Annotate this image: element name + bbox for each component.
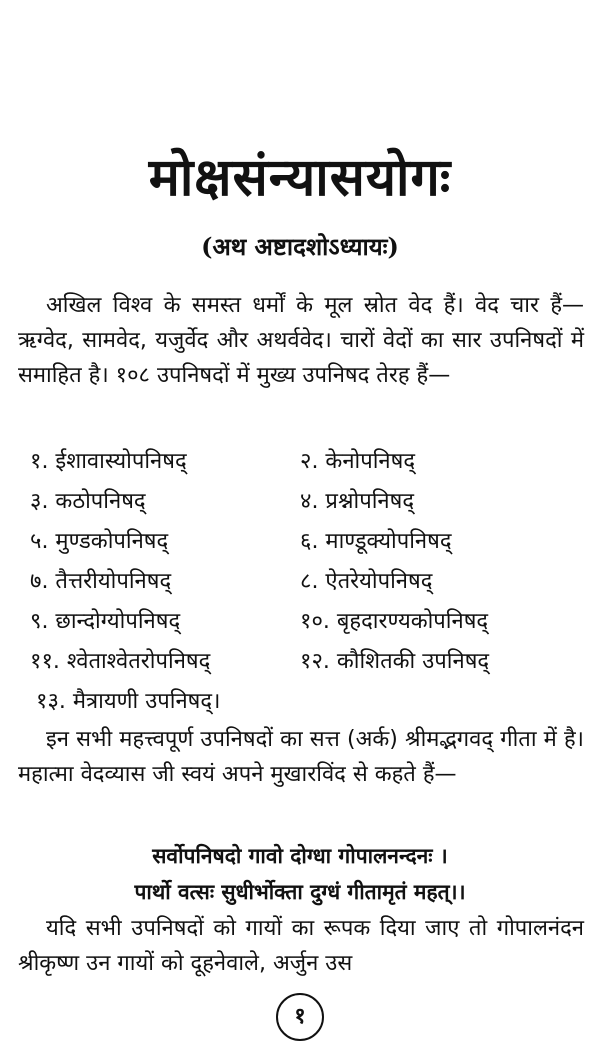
list-row [30, 562, 590, 602]
list-item: ९. छान्दोग्योपनिषद् [30, 609, 181, 634]
chapter-subtitle: (अथ अष्टादशोऽध्यायः) [201, 232, 399, 261]
list-item: ७. तैत्तरीयोपनिषद् [30, 569, 172, 594]
metaphor-paragraph: यदि सभी उपनिषदों को गायों का रूपक दिया जाए तो गोपालनंदन श्रीकृष्ण उन गायों को दूहनेवाले, अर्जुन उस [18, 916, 584, 976]
list-item: ८. ऐतरेयोपनिषद् [300, 569, 433, 594]
list-item: १२. कौशितकी उपनिषद् [300, 649, 490, 674]
list-row [30, 522, 590, 562]
verse-line: पार्थो वत्सः सुधीर्भोक्ता दुग्धं गीतामृतं महत्।। [134, 879, 466, 904]
upanishad-list [30, 442, 590, 722]
list-item: ६. माण्डूक्योपनिषद् [300, 529, 452, 554]
sanskrit-verse [0, 838, 600, 910]
list-item: ५. मुण्डकोपनिषद् [30, 529, 169, 554]
list-row [30, 482, 590, 522]
list-row [30, 682, 590, 722]
verse-line: सर्वोपनिषदो गावो दोग्धा गोपालनन्दनः । [152, 843, 448, 868]
list-row [30, 642, 590, 682]
list-item: ४. प्रश्नोपनिषद् [300, 489, 414, 514]
list-item: १०. बृहदारण्यकोपनिषद् [300, 609, 489, 634]
gita-paragraph: इन सभी महत्त्वपूर्ण उपनिषदों का सत्त (अर्क) श्रीमद्भगवद् गीता में है। महात्मा वेदव्यास जी स्वयं अपने मुखारविंद से कहते हैं— [18, 727, 584, 787]
list-item: ११. श्वेताश्वेतरोपनिषद् [30, 649, 211, 674]
list-item: १. ईशावास्योपनिषद् [30, 449, 187, 474]
list-row [30, 602, 590, 642]
list-item: २. केनोपनिषद् [300, 449, 416, 474]
page-number: १ [276, 993, 324, 1041]
intro-paragraph: अखिल विश्व के समस्त धर्मों के मूल स्रोत वेद हैं। वेद चार हैं—ऋग्वेद, सामवेद, यजुर्वेद और अथर्ववेद। चारों वेदों का सार उपनिषदों में समाहित है। १०८ उपनिषदों में मुख्य उपनिषद तेरह हैं— [18, 293, 584, 388]
chapter-title: मोक्षसंन्यासयोगः [148, 147, 452, 208]
list-row [30, 442, 590, 482]
list-item: १३. मैत्रायणी उपनिषद्। [36, 689, 221, 714]
list-item: ३. कठोपनिषद् [30, 489, 146, 514]
